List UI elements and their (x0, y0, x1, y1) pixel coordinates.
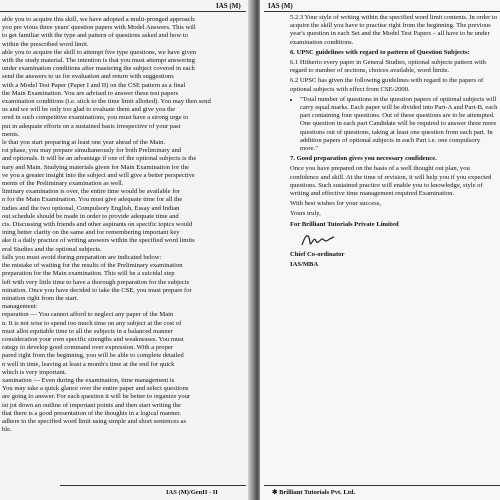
left-body-line: us and we will be only too glad to evaluate them and give you the (2, 106, 176, 114)
left-body-line: falls you must avoid during preparation are indicated below: (2, 253, 162, 261)
left-body-line: le that you start preparing at least one year ahead of the Main. (2, 139, 166, 147)
item-5-2-3: 5.2.3 Your style of writing within the specified word limit contents. In order to acquire the skill you have to practise right from the beginning. The previous year's question in each Set and the Model Test Papers – all have to be under examination conditions. (290, 14, 498, 46)
left-body-line: put in adequate efforts on a sustained basis irrespective of your past (2, 122, 181, 130)
brand-star-icon: ✱ (272, 489, 278, 496)
left-footer-rule (60, 485, 246, 486)
left-body-line: examination conditions (i.e. stick to the time limit allotted). You may then send (2, 98, 211, 106)
left-body-line: ored in such competitive examinations, you must have a strong urge to (2, 114, 189, 122)
section-6-heading: 6. UPSC guidelines with regard to pattern of Question Subjects: (290, 48, 470, 56)
left-body-line: rst phase, you may prepare simultaneously for both Preliminary and (2, 147, 182, 155)
left-body-line: n for the Main Examination. You must give adequate time for all the (2, 196, 183, 204)
left-body-line: adhere to the specified word limit using simple and short sentences as (2, 417, 187, 425)
left-body-line: out schedule should be made in order to provide adequate time and (2, 212, 179, 220)
left-body-line: ble. (2, 426, 12, 434)
left-body-line: pared right from the beginning, you will be able to complete detailed (2, 352, 184, 360)
right-page-body (290, 14, 498, 271)
left-body-line: within the prescribed word limit. (2, 40, 89, 48)
right-footer-rule (264, 485, 500, 486)
left-body-line: able you to acquire the skill to attempt five type questions, we have given (2, 48, 197, 56)
left-page-footer: IAS (M)/GenII - II (166, 489, 218, 496)
left-body-line: rategy to develop good command over expression. With a proper (2, 344, 174, 352)
left-body-line: with the study material. The intention is that you must attempt answering (2, 57, 195, 65)
left-body-line: to get familiar with the type and pattern of questions asked and how to (2, 32, 188, 40)
left-body-line: tudies and the two optional, Compulsory English, Essay and Indian (2, 204, 180, 212)
left-body-line: and optionals. It will be an advantage if one of the optional subjects is the (2, 155, 197, 163)
right-header-rule (264, 11, 500, 12)
signature-block (290, 210, 498, 269)
left-page-body (2, 16, 246, 434)
guideline-list (290, 96, 498, 153)
left-body-line: xamination — Even during the examination, time management is (2, 376, 175, 384)
left-body-line: ist jot down an outline of important points and then start writing the (2, 401, 181, 409)
right-page (260, 0, 500, 500)
best-wishes: With best wishes for your success, (290, 200, 381, 208)
left-body-line: send the answers to us for evaluation and return with suggestions (2, 73, 174, 81)
left-body-line: under examination conditions after mastering the subject covered in each (2, 65, 195, 73)
left-body-line: eral Studies and the optional subjects. (2, 245, 102, 253)
left-body-line: mination. Once you have decided to take the CSE, you must prepare for (2, 286, 192, 294)
reference-code: IAS/MBA (290, 261, 319, 269)
left-body-line: are going to answer. For each question it will be better to organize your (2, 393, 191, 401)
left-body-line: nary and Main. Studying materials given for Main Examination for the (2, 163, 189, 171)
footer-company: Brilliant Tutorials Pvt. Ltd. (279, 489, 356, 496)
left-body-line: n well in time, leaving at least a month's time at the end for quick (2, 360, 175, 368)
left-body-line: management: (2, 303, 38, 311)
left-body-line: n. It is not wise to spend too much time on any subject at the cost of (2, 319, 182, 327)
left-body-line: preparation for the Main examination. This will be a suicidal step (2, 270, 175, 278)
left-body-line: ments of the Preliminary examination as well. (2, 180, 124, 188)
closing-text: Yours truly, (290, 210, 321, 218)
left-body-line: reparation — You cannot afford to neglect any paper of the Main (2, 311, 174, 319)
guideline-item: • "Total number of questions in the question papers of optional subjects will carry equal marks. Each paper will be divided into Part-A and Part-B, each part containing four questions. Out of these questions are to be attempted. One question in each part Candidate will be required to answer three more questions out of questions, taking at least one question from each part. In addition papers of optional subjects in each Part i.e. one compulsory more." (300, 96, 498, 153)
left-body-line: that there is a good presentation of the thoughts in a logical manner. (2, 409, 181, 417)
left-body-line: You may take a quick glance over the entire paper and select questions (2, 385, 189, 393)
left-body-line: which is very important. (2, 368, 67, 376)
signatory-title: Chief Co-ordinator (290, 250, 345, 258)
left-body-line: ining better clarity on the same and for remembering important key (2, 229, 180, 237)
section-7-heading: 7. Good preparation gives you necessary confidence. (290, 155, 437, 163)
item-6-2: 6.2 UPSC has given the following guidelines with regard to the papers of optional subjects with effect from CSE-2000. (290, 77, 484, 93)
left-body-line: ake it a daily practice of writing answers within the specified word limits (2, 237, 195, 245)
left-body-line: the mistake of waiting for the results of the Preliminary examination (2, 262, 183, 270)
left-body-line: with a Model Test Paper (Paper I and II) on the CSE pattern as a final (2, 81, 186, 89)
item-6-1: 6.1 Hitherto every paper in General Studies, optional subjects pattern with regard to number of sections, choices available, word limits. (290, 59, 486, 75)
left-header-rule (0, 11, 246, 12)
left-body-line: ments. (2, 130, 20, 138)
left-body-line: you pre vious three years' question papers with Model Answers. This will (2, 24, 196, 32)
right-page-footer (272, 488, 355, 496)
left-body-line: mination right from the start. (2, 294, 79, 302)
section-7-paragraph: Once you have prepared on the basis of a well thought out plan, you confidence and skill. At the time of revision, it will help you if you expected questions. Such sustained practice will enable you to knowledge, style of writing and effective time management required Examination. (290, 165, 492, 198)
handwritten-signature (300, 231, 336, 249)
left-body-line: liminary examination is over, the entire time would be available for (2, 188, 180, 196)
left-page-header: IAS (M) (216, 2, 241, 10)
left-body-line: must allot equitable time to all the subjects in a balanced manner (2, 327, 173, 335)
right-page-header: IAS (M) (268, 2, 293, 10)
left-body-line: consideration your own specific strengths and weaknesses. You must (2, 335, 184, 343)
left-body-line: the Main Examination. You are advised to answer these test papers (2, 89, 179, 97)
left-body-line: able you to acquire this skill, we have adopted a multi-pronged approach: (2, 16, 196, 23)
company-name: For Brilliant Tutorials Private Limited (290, 220, 399, 228)
left-body-line: left with very little time to have a thorough preparation for the subjects (2, 278, 190, 286)
left-body-line: ve you a greater insight into the subject and will give a better perspective (2, 171, 195, 179)
left-body-line: cts. Discussing with friends and other aspirants on specific topics would (2, 221, 193, 229)
